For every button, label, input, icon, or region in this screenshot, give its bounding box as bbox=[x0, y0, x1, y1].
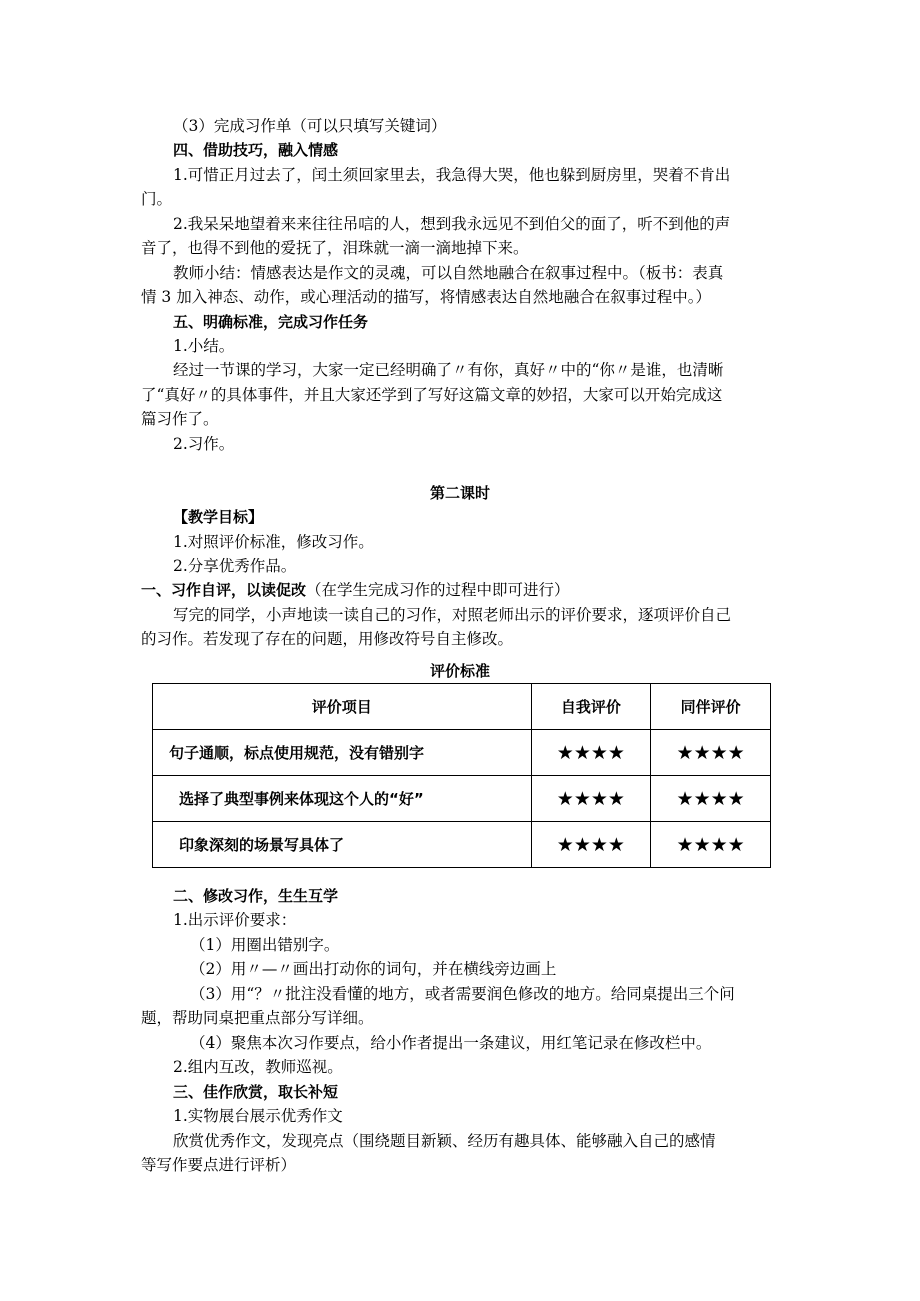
text-line: 题，帮助同桌把重点部分写详细。 bbox=[141, 1009, 374, 1027]
text-line: （4）聚焦本次习作要点，给小作者提出一条建议，用红笔记录在修改栏中。 bbox=[190, 1034, 712, 1052]
table-row bbox=[153, 776, 771, 822]
text-line: 1.可惜正月过去了，闰土须回家里去，我急得大哭，他也躲到厨房里，哭着不肯出 bbox=[173, 166, 731, 184]
evaluation-table bbox=[152, 683, 771, 868]
text-line: 1.实物展台展示优秀作文 bbox=[173, 1107, 343, 1125]
goals-heading: 【教学目标】 bbox=[173, 508, 264, 526]
section-heading: 一、习作自评，以读促改 bbox=[141, 581, 307, 599]
section-heading: 四、借助技巧，融入情感 bbox=[173, 141, 339, 159]
header-item: 评价项目 bbox=[153, 684, 532, 730]
table-header-row bbox=[153, 684, 771, 730]
goal-item: 2.分享优秀作品。 bbox=[173, 557, 297, 575]
text-line: 的习作。若发现了存在的问题，用修改符号自主修改。 bbox=[141, 630, 514, 648]
text-line: （3）用“？〃批注没看懂的地方，或者需要润色修改的地方。给同桌提出三个问 bbox=[190, 985, 735, 1003]
peer-rating-stars: ★★★★ bbox=[651, 822, 771, 868]
text-line: 1.小结。 bbox=[173, 337, 235, 355]
text-line: （1）用圈出错别字。 bbox=[190, 936, 340, 954]
criterion-cell: 句子通顺，标点使用规范，没有错别字 bbox=[153, 730, 532, 776]
text-line: 篇习作了。 bbox=[141, 410, 219, 428]
table-row bbox=[153, 822, 771, 868]
text-line: 2.我呆呆地望着来来往往吊唁的人，想到我永远见不到伯父的面了，听不到他的声 bbox=[173, 215, 731, 233]
text-line: 写完的同学，小声地读一读自己的习作，对照老师出示的评价要求，逐项评价自己 bbox=[173, 606, 732, 624]
text-line: 教师小结：情感表达是作文的灵魂，可以自然地融合在叙事过程中。（板书：表真 bbox=[173, 264, 724, 282]
section-heading-line bbox=[141, 579, 781, 601]
text-line: 情 3 加入神态、动作，或心理活动的描写，将情感表达自然地融合在叙事过程中。） bbox=[141, 288, 711, 306]
text-line: 了“真好〃的具体事件，并且大家还学到了写好这篇文章的妙招，大家可以开始完成这 bbox=[141, 386, 723, 404]
text-line: 音了，也得不到他的爱抚了，泪珠就一滴一滴地掉下来。 bbox=[141, 239, 529, 257]
self-rating-stars: ★★★★ bbox=[531, 822, 651, 868]
criterion-cell: 印象深刻的场景写具体了 bbox=[153, 822, 532, 868]
text-line: 2.习作。 bbox=[173, 435, 235, 453]
criterion-cell: 选择了典型事例来体现这个人的“好” bbox=[153, 776, 532, 822]
peer-rating-stars: ★★★★ bbox=[651, 776, 771, 822]
section-heading: 五、明确标准，完成习作任务 bbox=[173, 313, 369, 331]
section-heading-note: （在学生完成习作的过程中即可进行） bbox=[306, 581, 570, 599]
text-line: 门。 bbox=[141, 190, 173, 208]
self-rating-stars: ★★★★ bbox=[531, 776, 651, 822]
self-rating-stars: ★★★★ bbox=[531, 730, 651, 776]
section-heading: 三、佳作欣赏，取长补短 bbox=[173, 1083, 339, 1101]
lesson-title: 第二课时 bbox=[429, 484, 490, 502]
text-line: 2.组内互改，教师巡视。 bbox=[173, 1058, 343, 1076]
peer-rating-stars: ★★★★ bbox=[651, 730, 771, 776]
header-self: 自我评价 bbox=[531, 684, 651, 730]
text-line: 等写作要点进行评析） bbox=[141, 1156, 297, 1174]
text-line: 经过一节课的学习，大家一定已经明确了〃有你，真好〃中的“你〃是谁，也清晰 bbox=[173, 361, 724, 379]
header-peer: 同伴评价 bbox=[651, 684, 771, 730]
text-line: 欣赏优秀作文，发现亮点（围绕题目新颖、经历有趣具体、能够融入自己的感情 bbox=[173, 1132, 716, 1150]
text-line: 1.出示评价要求： bbox=[173, 911, 297, 929]
section-heading: 二、修改习作，生生互学 bbox=[173, 887, 339, 905]
text-line: （3）完成习作单（可以只填写关键词） bbox=[173, 117, 447, 135]
table-row bbox=[153, 730, 771, 776]
goal-item: 1.对照评价标准，修改习作。 bbox=[173, 533, 374, 551]
table-caption: 评价标准 bbox=[429, 662, 490, 680]
text-line: （2）用〃—〃画出打动你的词句，并在横线旁边画上 bbox=[190, 960, 557, 978]
